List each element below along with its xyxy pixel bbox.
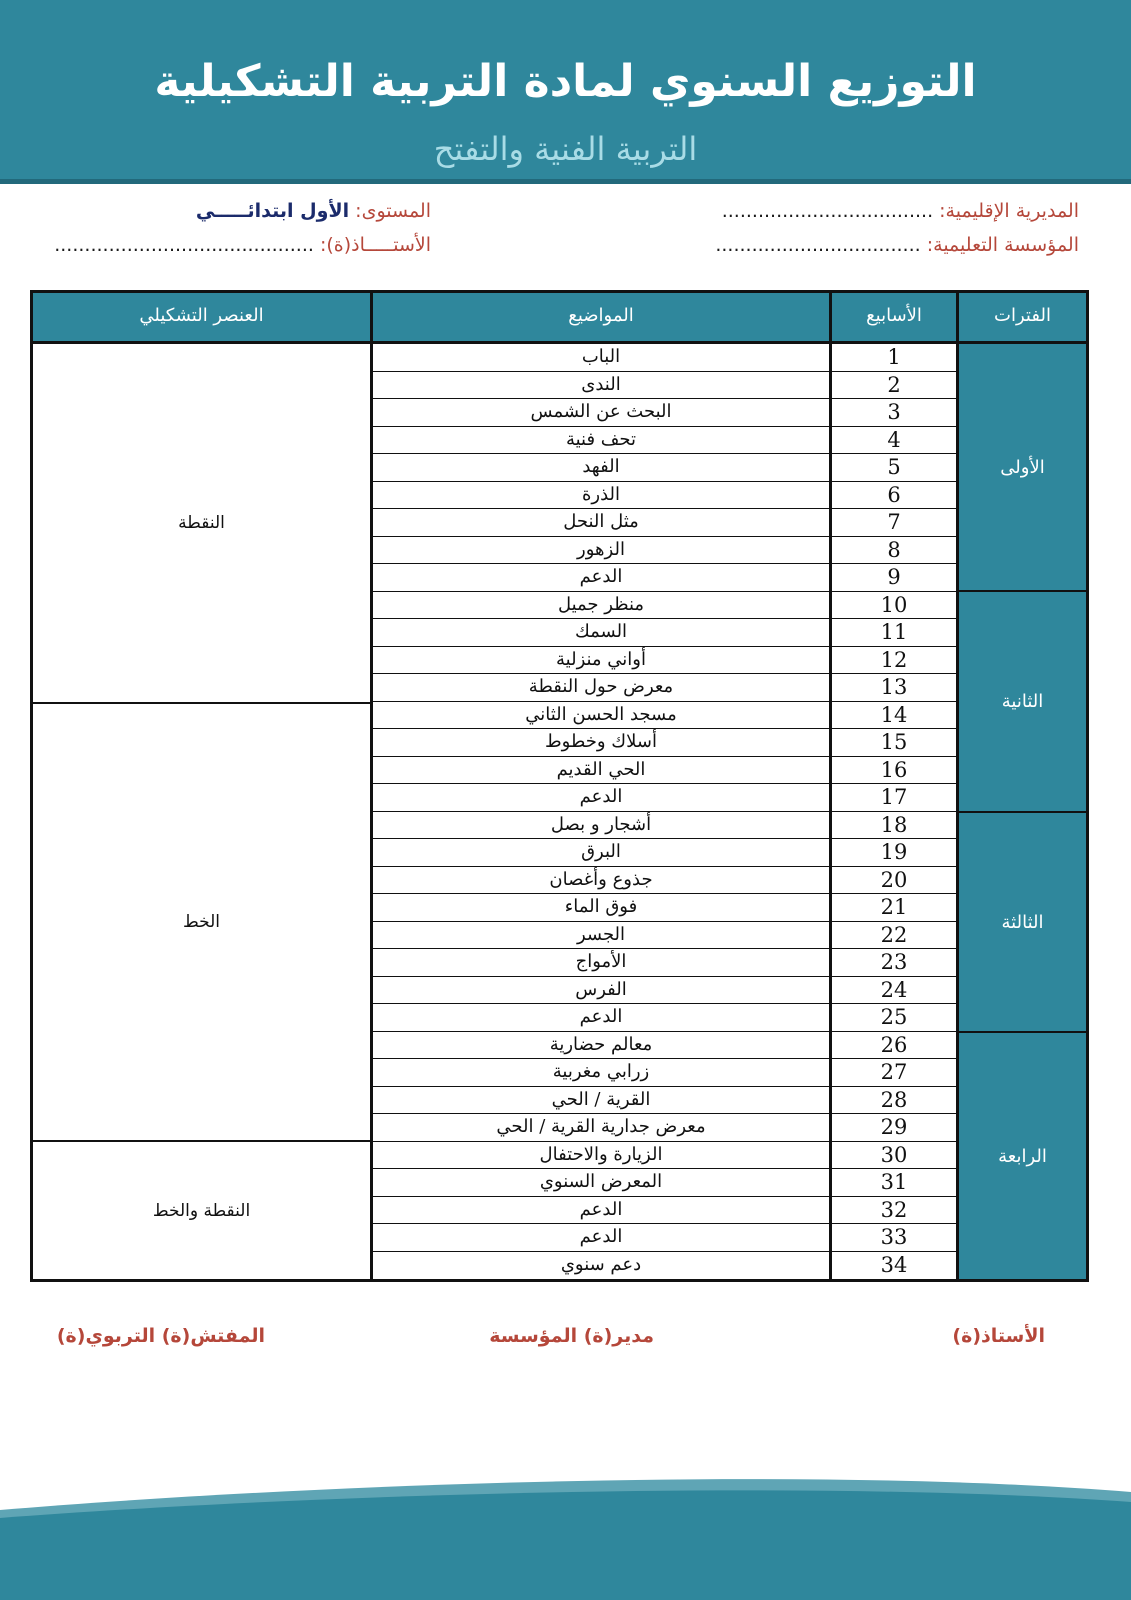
week-number: 6 [887,482,901,507]
week-number: 2 [887,372,901,397]
directorate-line [722,197,1079,225]
topic: منظر جميل [557,593,645,615]
topic: البحث عن الشمس [530,401,672,422]
week-number: 27 [880,1060,908,1084]
topic: معرض جدارية القرية / الحي [496,1116,706,1137]
topic: جذوع وأغصان [549,868,653,890]
week-number: 16 [880,757,908,782]
topic: تحف فنية [565,428,637,450]
week-number: 25 [880,1005,908,1029]
table-row [373,1114,956,1142]
table-row [373,647,956,675]
element-cell: الخط [33,704,370,1142]
level-value: الأول ابتدائـــــي [195,200,350,222]
topic: الأمواج [575,951,627,972]
topic: الذرة [581,483,621,505]
directorate-label: المديرية الإقليمية: [939,200,1079,222]
week-number: 5 [887,455,901,479]
table-row [373,427,956,455]
footer-wave [0,1470,1131,1600]
topic: الدعم [579,1198,623,1220]
topic: الفرس [575,978,627,1000]
level-label: المستوى: [355,200,431,222]
topic: البرق [581,841,621,862]
header-periods: الفترات [994,305,1051,326]
week-number: 34 [880,1252,908,1277]
topic: الدعم [579,786,623,807]
week-number: 15 [880,730,908,754]
topic: الزهور [577,538,625,560]
topic: معرض حول النقطة [528,676,674,697]
table-row [373,977,956,1005]
week-number: 7 [887,510,901,534]
table-row [373,894,956,922]
table-row [373,454,956,482]
topic: مسجد الحسن الثاني [525,703,677,725]
period-cell: الرابعة [959,1033,1086,1279]
page-subtitle: التربية الفنية والتفتح [433,130,698,168]
element-cell: النقطة [33,344,370,704]
table-row [373,702,956,730]
week-number: 18 [880,812,908,837]
table-row [373,1252,956,1280]
director-signature: مدير(ة) المؤسسة [489,1325,654,1347]
column-divider [956,293,959,1279]
table-row [373,372,956,400]
header-weeks: الأسابيع [866,305,922,326]
week-number: 20 [880,867,908,892]
week-number: 32 [880,1197,908,1222]
teacher-value: ........................................... [54,234,314,256]
table-row [373,399,956,427]
topic: السمك [574,621,628,642]
topic: أشجار و بصل [550,813,652,835]
table-row [373,619,956,647]
period-cell: الثانية [959,592,1086,813]
week-number: 22 [880,922,908,947]
column-divider [370,293,373,1279]
week-number: 30 [880,1142,908,1167]
page-title: التوزيع السنوي لمادة التربية التشكيلية [154,56,977,107]
week-number: 33 [880,1225,908,1249]
topic: الندى [581,373,621,395]
week-number: 14 [880,702,908,727]
week-number: 31 [880,1170,908,1194]
schedule-table [30,290,1089,1282]
topic: القرية / الحي [551,1088,651,1110]
topic: الدعم [579,1006,623,1027]
topic: الباب [581,346,621,367]
table-row [373,482,956,510]
week-number: 23 [880,950,908,974]
topic: الحي القديم [556,758,646,780]
week-number: 8 [887,537,901,562]
topic: الدعم [579,1226,623,1247]
topic: الدعم [579,566,623,587]
table-row [373,1004,956,1032]
element-cell: النقطة والخط [33,1142,370,1279]
week-number: 29 [880,1115,908,1139]
topic: معالم حضارية [549,1033,653,1055]
table-row [373,1224,956,1252]
topic: فوق الماء [564,896,638,917]
table-row [373,1197,956,1225]
topic: الجسر [576,923,626,945]
topic: أواني منزلية [556,648,646,670]
week-number: 9 [887,565,901,589]
table-row [373,592,956,620]
table-row [373,1169,956,1197]
week-number: 19 [880,840,908,864]
table-row [373,1087,956,1115]
week-number: 12 [880,647,908,672]
table-row [373,922,956,950]
table-row [373,674,956,702]
week-number: 13 [880,675,908,699]
school-value: .................................. [715,234,921,256]
week-number: 26 [880,1032,908,1057]
table-row [373,1142,956,1170]
level-line [196,197,431,225]
week-number: 24 [880,977,908,1002]
week-number: 17 [880,785,908,809]
topic: الفهد [582,456,620,477]
week-number: 1 [887,345,901,369]
table-row [373,812,956,840]
table-row [373,867,956,895]
header-topics: المواضيع [568,305,634,326]
table-row [373,509,956,537]
table-row [373,344,956,372]
period-cell: الثالثة [959,813,1086,1033]
table-row [373,757,956,785]
topic: زرابي مغربية [552,1061,650,1082]
week-number: 4 [887,427,901,452]
table-row [373,949,956,977]
table-row [373,537,956,565]
period-cell: الأولى [959,344,1086,592]
table-row [373,1059,956,1087]
topic: المعرض السنوي [539,1171,663,1192]
directorate-value: ................................... [721,200,934,222]
table-row [373,1032,956,1060]
topic: دعم سنوي [560,1253,642,1275]
teacher-signature: الأستاذ(ة) [952,1325,1045,1347]
inspector-signature: المفتش(ة) التربوي(ة) [56,1325,265,1347]
topic: الزيارة والاحتفال [539,1143,663,1165]
week-number: 28 [880,1087,908,1112]
table-header-row [33,293,1086,344]
table-row [373,784,956,812]
week-number: 3 [887,400,901,424]
week-number: 21 [880,895,908,919]
topic: أسلاك وخطوط [545,731,657,752]
table-row [373,729,956,757]
school-line [715,231,1079,259]
school-label: المؤسسة التعليمية: [926,234,1079,256]
table-row [373,839,956,867]
header-element: العنصر التشكيلي [139,305,264,326]
week-number: 11 [880,620,908,644]
teacher-label: الأستـــــاذ(ة): [319,234,431,256]
teacher-line [54,231,431,259]
topic: مثل النحل [563,511,639,532]
week-number: 10 [880,592,908,617]
table-row [373,564,956,592]
column-divider [829,293,832,1279]
